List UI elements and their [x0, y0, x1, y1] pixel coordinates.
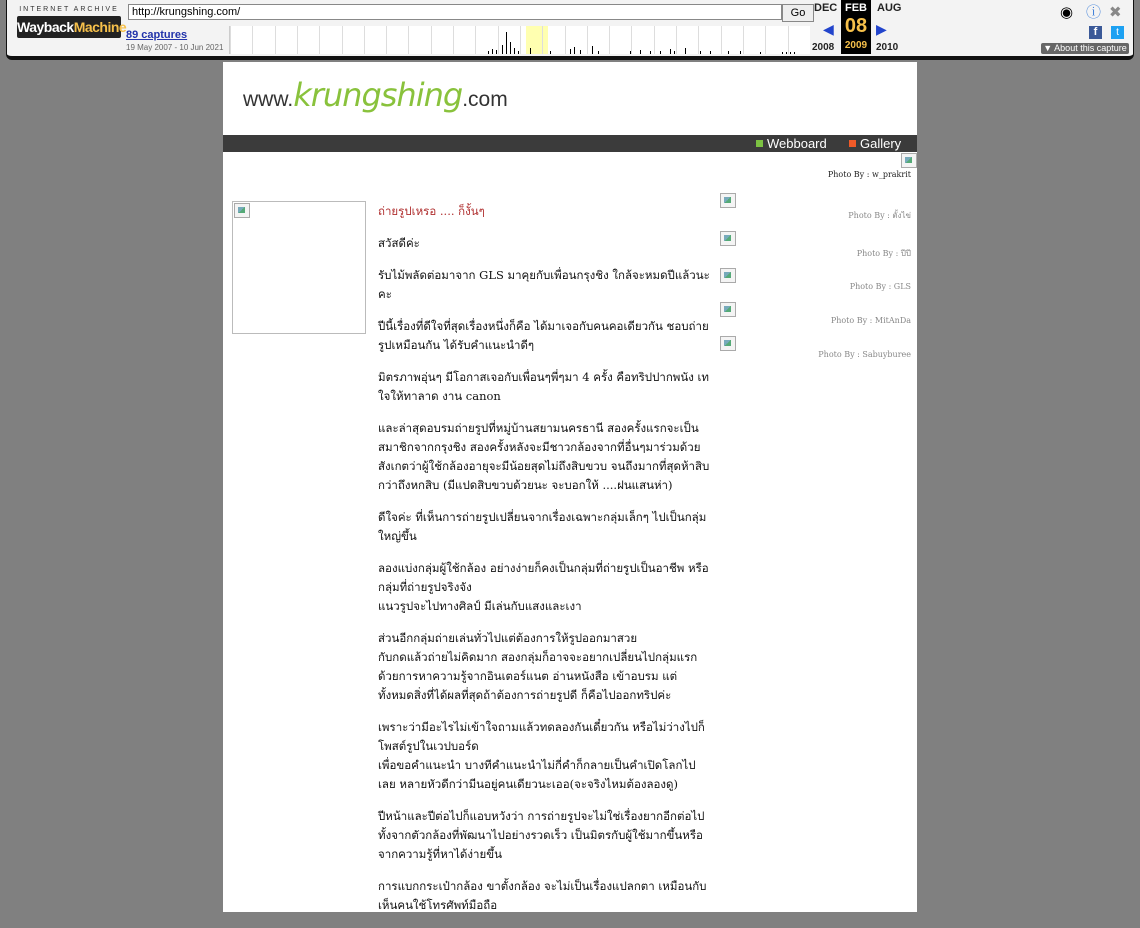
sparkline-bar: [510, 42, 511, 54]
sparkline-column: [587, 26, 588, 54]
sparkline-bar: [794, 52, 795, 54]
sparkline-bar: [570, 49, 571, 54]
sparkline-column: [297, 26, 298, 54]
prev-year[interactable]: 2008: [812, 42, 835, 53]
sparkline-column: [698, 26, 699, 54]
sparkline-bar: [492, 49, 493, 54]
photo-caption-6: Photo By : Sabuyburee: [818, 350, 911, 359]
prev-month[interactable]: DEC: [814, 2, 838, 14]
go-button[interactable]: Go: [782, 4, 814, 22]
wayback-logo-main-a: Wayback: [17, 19, 74, 35]
article-paragraphs: [378, 234, 710, 915]
sparkline-column: [743, 26, 744, 54]
twitter-icon[interactable]: t: [1111, 26, 1124, 39]
sparkline-column: [386, 26, 387, 54]
wayback-logo[interactable]: [17, 6, 127, 46]
sparkline-bar: [710, 51, 711, 54]
site-navbar: [223, 135, 917, 152]
article-body: [378, 202, 710, 928]
sparkline-column: [342, 26, 343, 54]
sparkline-column: [431, 26, 432, 54]
sparkline-bar: [502, 45, 503, 54]
sparkline-bar: [650, 51, 651, 54]
user-icon[interactable]: ◉: [1060, 4, 1074, 21]
article-paragraph: มิตรภาพอุ่นๆ มีโอกาสเจอกับเพื่อนๆพี่ๆมา 4 ครั้ง คือทริปปากพนัง เทใจให้ทาลาด งาน canon: [378, 370, 710, 403]
sparkline-column: [788, 26, 789, 54]
sparkline-bar: [670, 49, 671, 54]
article-paragraph: ดีใจค่ะ ที่เห็นการถ่ายรูปเปลี่ยนจากเรื่องเฉพาะกลุ่มเล็กๆ ไปเป็นกลุ่มใหญ่ขึ้น: [378, 510, 707, 543]
site-logo[interactable]: [243, 76, 508, 114]
sparkline-bar: [598, 51, 599, 54]
sparkline-bar: [550, 51, 551, 54]
url-input[interactable]: http://krungshing.com/: [128, 4, 782, 20]
article-image-frame: [232, 201, 366, 334]
sparkline-column: [475, 26, 476, 54]
wayback-logo-top: INTERNET ARCHIVE: [19, 6, 119, 13]
next-month[interactable]: AUG: [877, 2, 902, 14]
gallery-photo-6[interactable]: [720, 336, 736, 351]
sparkline-bar: [518, 51, 519, 54]
sparkline-bar: [728, 51, 729, 54]
article-title[interactable]: ถ่ายรูปเหรอ .... ก็งั้นๆ: [378, 204, 485, 218]
sparkline-column: [609, 26, 610, 54]
nav-gallery-label: Gallery: [860, 136, 902, 151]
logo-brand: krungshing: [293, 76, 463, 114]
sparkline-bar: [592, 46, 593, 54]
photo-caption-4: Photo By : GLS: [849, 282, 911, 291]
current-year: 2009: [844, 40, 868, 51]
gallery-photo-3[interactable]: [720, 231, 736, 246]
captures-link[interactable]: 89 captures: [126, 29, 188, 41]
article-paragraph: ลองแบ่งกลุ่มผู้ใช้กล้อง อย่างง่ายก็คงเป็นกลุ่มที่ถ่ายรูปเป็นอาชีพ หรือกลุ่มที่ถ่ายรูปจริงจัง แนวรูปจะไปทางศิลป์ มีเล่นกับแสงและเงา: [378, 561, 709, 613]
article-image: [234, 203, 250, 218]
sparkline-column: [542, 26, 543, 54]
sparkline-bar: [506, 32, 507, 54]
sparkline-bar: [782, 52, 783, 54]
sparkline-column: [252, 26, 253, 54]
photo-caption-1: Photo By : w_prakrit: [827, 170, 911, 179]
webboard-bullet-icon: [756, 140, 763, 147]
nav-webboard[interactable]: [756, 135, 827, 152]
prev-arrow-icon[interactable]: ◀: [823, 21, 834, 37]
sparkline-bar: [786, 52, 787, 54]
capture-sparkline[interactable]: [229, 26, 810, 54]
current-capture-date: [841, 0, 871, 54]
photo-caption-2: Photo By : ตั้งไข่: [848, 211, 911, 220]
sparkline-bar: [574, 47, 575, 54]
sparkline-bar: [514, 48, 515, 54]
sparkline-bar: [674, 51, 675, 54]
sparkline-bar: [700, 51, 701, 54]
article-paragraph: ส่วนอีกกลุ่มถ่ายเล่นทั่วไปแต่ต้องการให้รูปออกมาสวย กับกดแล้วถ่ายไม่คิดมาก สองกลุ่มก็อาจจะอยากเปลี่ยนไปกลุ่มแรก ด้วยการหาความรู้จากอินเตอร์แนต อ่านหนังสือ เข้าอบรม แต่ ทั้งหมดสิ่งที่ได้ผลที่สุดถ้าต้องการถ่ายรูปดี ก็คือไปออกทริปค่ะ: [378, 631, 698, 702]
article-paragraph: สวัสดีค่ะ: [378, 236, 420, 250]
logo-www: www.: [243, 88, 294, 111]
sparkline-bar: [580, 50, 581, 54]
sparkline-bar: [640, 50, 641, 54]
sparkline-bar: [760, 52, 761, 54]
close-icon[interactable]: ✖: [1109, 4, 1122, 21]
article-paragraph: และล่าสุดอบรมถ่ายรูปที่หมู่บ้านสยามนครธานี สองครั้งแรกจะเป็นสมาชิกจากกรุงชิง สองครั้งหลังจะมีชาวกล้องจากที่อื่นๆมาร่วมด้วย สังเกตว่าผู้ใช้กล้องอายุจะมีน้อยสุดไม่ถึงสิบขวบ จนถึงมากที่สุดห้าสิบกว่าถึงหกสิบ (มีแปดสิบขวบด้วยนะ จะบอกให้ ....ฝนแสนห่า): [378, 421, 710, 492]
sparkline-column: [453, 26, 454, 54]
photo-caption-5: Photo By : MitAnDa: [830, 316, 911, 325]
current-day: 08: [844, 15, 868, 37]
sparkline-column: [676, 26, 677, 54]
sparkline-bar: [496, 50, 497, 54]
wayback-logo-main-b: Machine: [73, 19, 127, 35]
sparkline-column: [498, 26, 499, 54]
article-paragraph: รับไม้พลัดต่อมาจาก GLS มาคุยกับเพื่อนกรุงชิง ใกล้จะหมดปีแล้วนะคะ: [378, 268, 710, 301]
facebook-icon[interactable]: f: [1089, 26, 1102, 39]
gallery-photo-2[interactable]: [720, 193, 736, 208]
gallery-photo-4[interactable]: [720, 268, 736, 283]
gallery-photo-5[interactable]: [720, 302, 736, 317]
current-month: FEB: [845, 2, 867, 14]
sparkline-bar: [685, 48, 686, 54]
about-capture-button[interactable]: ▼ About this capture: [1041, 43, 1129, 54]
sparkline-column: [520, 26, 521, 54]
gallery-bullet-icon: [849, 140, 856, 147]
sparkline-column: [721, 26, 722, 54]
sparkline-column: [319, 26, 320, 54]
article-paragraph: เพราะว่ามีอะไรไม่เข้าใจถามแล้วทดลองกันเดี๋ยวกัน หรือไม่ว่างไปก็โพสต์รูปในเวปบอร์ด เพื่อขอคำแนะนำ บางทีคำแนะนำไม่กี่คำก็กลายเป็นคำเปิดโลกไป เลย หลายหัวดีกว่ามีนอยู่คนเดียวนะเออ(จะจริงไหมต้องลองดู): [378, 720, 705, 791]
nav-webboard-label: Webboard: [767, 136, 827, 151]
photo-caption-3: Photo By : ปีปี: [856, 249, 911, 258]
nav-gallery[interactable]: [849, 135, 901, 152]
sparkline-column: [230, 26, 231, 54]
article-paragraph: การแบกกระเป๋ากล้อง ขาตั้งกล้อง จะไม่เป็นเรื่องแปลกตา เหมือนกับเห็นคนใช้โทรศัพท์มือถือ: [378, 879, 707, 912]
page-container: [223, 62, 917, 912]
sparkline-column: [654, 26, 655, 54]
sparkline-bar: [630, 51, 631, 54]
wayback-logo-main: [17, 16, 127, 38]
sparkline-column: [565, 26, 566, 54]
logo-tld: .com: [462, 88, 508, 111]
next-arrow-icon[interactable]: ▶: [876, 21, 887, 37]
sparkline-column: [364, 26, 365, 54]
wayback-toolbar: [6, 0, 1134, 60]
next-year[interactable]: 2010: [876, 42, 899, 53]
sparkline-column: [765, 26, 766, 54]
sparkline-column: [408, 26, 409, 54]
article-paragraph: ปีหน้าและปีต่อไปก็แอบหวังว่า การถ่ายรูปจะไม่ใช่เรื่องยากอีกต่อไป ทั้งจากตัวกล้องที่พัฒนาไปอย่างรวดเร็ว เป็นมิตรกับผู้ใช้มากขึ้นหรือ จากความรู้ที่หาได้ง่ายขึ้น: [378, 809, 705, 861]
article-paragraph: ปีนี้เรื่องที่ดีใจที่สุดเรื่องหนึ่งก็คือ ได้มาเจอกับคนคอเดียวกัน ชอบถ่ายรูปเหมือนกัน ได้รับคำแนะนำดีๆ: [378, 319, 709, 352]
sparkline-column: [275, 26, 276, 54]
capture-range: 19 May 2007 - 10 Jun 2021: [126, 43, 224, 52]
sparkline-column: [631, 26, 632, 54]
sparkline-bar: [740, 51, 741, 54]
help-icon[interactable]: ⓘ: [1086, 4, 1102, 21]
gallery-photo-1[interactable]: [901, 153, 917, 168]
sparkline-bar: [530, 48, 531, 54]
sparkline-bar: [488, 51, 489, 54]
sparkline-bar: [660, 51, 661, 54]
sparkline-bar: [790, 52, 791, 54]
